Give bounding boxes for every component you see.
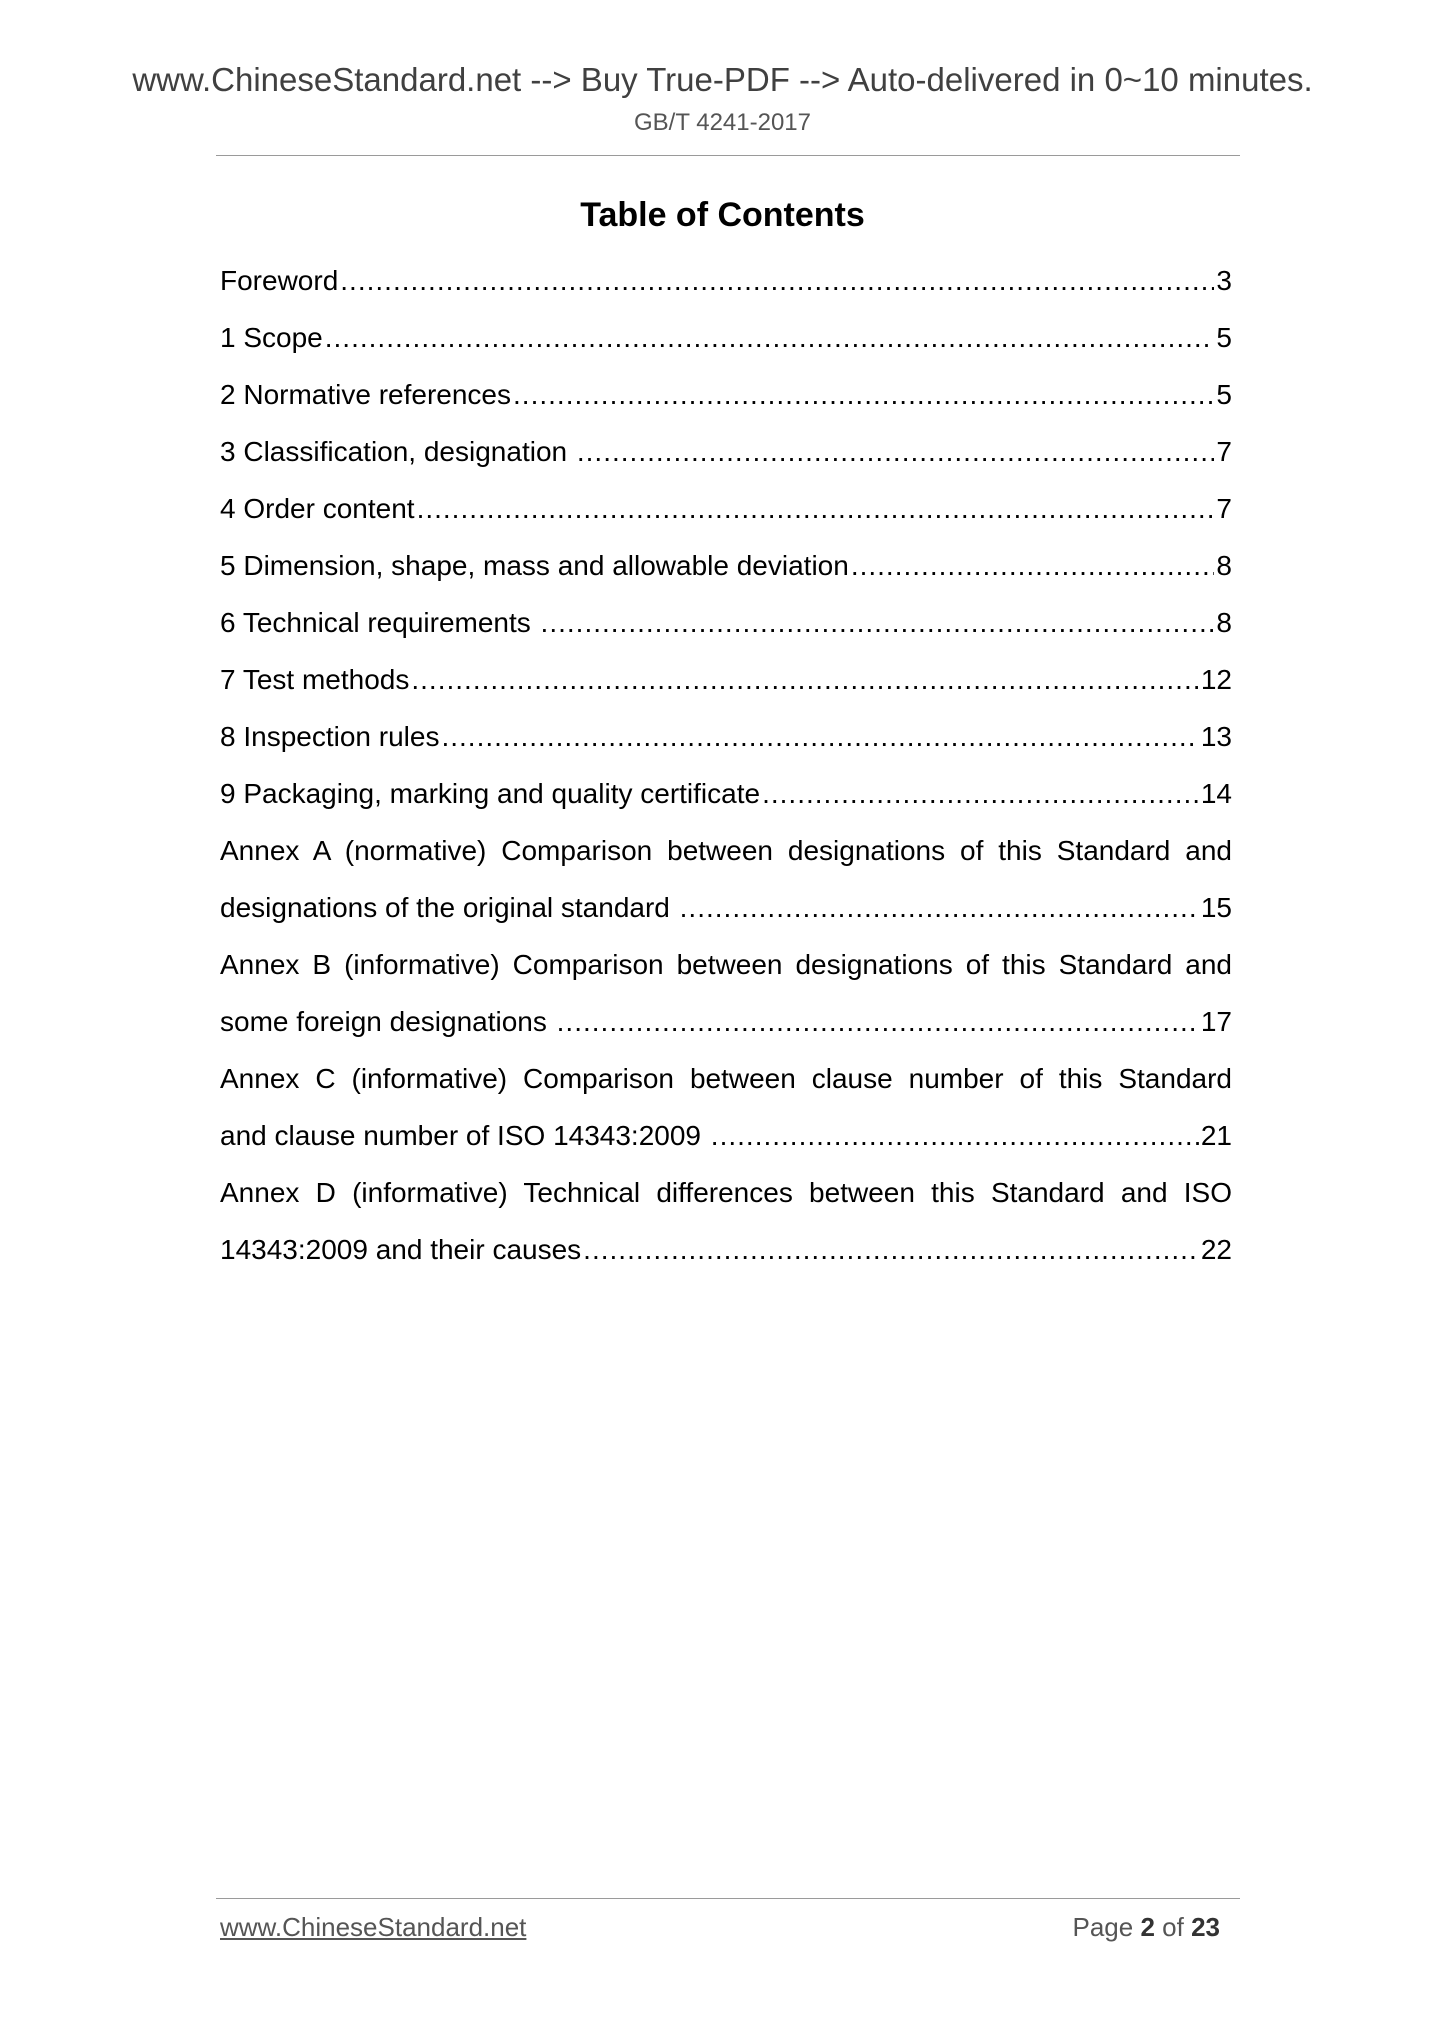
toc-entry-label: designations of the original standard [220, 892, 678, 923]
toc-entry-label: 1 Scope [220, 322, 323, 353]
toc-entry-technical-requirements[interactable] [220, 594, 1232, 651]
toc-entry-annex-d[interactable] [220, 1164, 1232, 1278]
current-page: 2 [1140, 1912, 1155, 1942]
dot-leader [340, 252, 1214, 309]
footer-divider [216, 1898, 1240, 1899]
standard-code: GB/T 4241-2017 [633, 109, 811, 136]
page-number [1072, 1912, 1220, 1943]
header-banner: www.ChineseStandard.net --> Buy True-PDF --> Auto-delivered in 0~10 minutes. [132, 61, 1313, 98]
total-pages: 23 [1191, 1912, 1220, 1942]
toc-entry-page: 7 [1216, 493, 1232, 524]
dot-leader [411, 651, 1198, 708]
dot-leader [557, 993, 1199, 1050]
toc-entry-page: 8 [1216, 550, 1232, 581]
toc-annex-line1: Annex D (informative) Technical differences between this Standard and ISO [220, 1177, 1232, 1208]
footer-website-link[interactable]: www.ChineseStandard.net [220, 1912, 527, 1942]
toc-entry-page: 12 [1200, 664, 1232, 695]
page-footer [220, 1912, 1220, 1952]
toc-entry-page: 5 [1216, 322, 1232, 353]
toc-entry-packaging[interactable] [220, 765, 1232, 822]
header-divider [216, 155, 1240, 156]
toc-entry-annex-b[interactable] [220, 936, 1232, 1050]
toc-entry-label: 6 Technical requirements [220, 607, 539, 638]
toc-entry-label: 2 Normative references [220, 379, 512, 410]
toc-entry-annex-a[interactable] [220, 822, 1232, 936]
toc-entry-label: Foreword [220, 265, 339, 296]
toc-annex-line1: Annex B (informative) Comparison between designations of this Standard and [220, 949, 1232, 980]
toc-entry-page: 17 [1200, 1006, 1232, 1037]
page-of-word: of [1162, 1912, 1184, 1942]
toc-entry-page: 14 [1200, 778, 1232, 809]
toc-entry-label: 3 Classification, designation [220, 436, 575, 467]
toc-entry-order-content[interactable] [220, 480, 1232, 537]
toc-entry-dimension[interactable] [220, 537, 1232, 594]
toc-entry-foreword[interactable] [220, 252, 1232, 309]
dot-leader [577, 423, 1215, 480]
toc-entry-classification[interactable] [220, 423, 1232, 480]
dot-leader [417, 480, 1215, 537]
toc-entry-page: 5 [1216, 379, 1232, 410]
toc-annex-line1: Annex A (normative) Comparison between designations of this Standard and [220, 835, 1232, 866]
toc-entry-page: 7 [1216, 436, 1232, 467]
toc-entry-label: 7 Test methods [220, 664, 410, 695]
toc-entry-label: 14343:2009 and their causes [220, 1234, 582, 1265]
toc-entry-page: 8 [1216, 607, 1232, 638]
toc-entry-page: 21 [1200, 1120, 1232, 1151]
dot-leader [541, 594, 1215, 651]
toc-entry-page: 22 [1200, 1234, 1232, 1265]
page-header [0, 58, 1445, 140]
toc-entry-label: 8 Inspection rules [220, 721, 440, 752]
dot-leader [711, 1107, 1199, 1164]
toc-entry-label: 4 Order content [220, 493, 415, 524]
dot-leader [680, 879, 1199, 936]
dot-leader [762, 765, 1199, 822]
toc-entry-label: 5 Dimension, shape, mass and allowable deviation [220, 550, 849, 581]
toc-entry-page: 15 [1200, 892, 1232, 923]
toc-entry-test-methods[interactable] [220, 651, 1232, 708]
dot-leader [325, 309, 1215, 366]
toc-entry-scope[interactable] [220, 309, 1232, 366]
toc-annex-line1: Annex C (informative) Comparison between clause number of this Standard [220, 1063, 1232, 1094]
toc-entry-label: some foreign designations [220, 1006, 555, 1037]
toc-entry-page: 3 [1216, 265, 1232, 296]
dot-leader [441, 708, 1198, 765]
page-word: Page [1072, 1912, 1134, 1942]
toc-entry-inspection-rules[interactable] [220, 708, 1232, 765]
dot-leader [851, 537, 1215, 594]
dot-leader [513, 366, 1214, 423]
table-of-contents [220, 252, 1232, 1278]
toc-title: Table of Contents [580, 196, 865, 234]
toc-entry-annex-c[interactable] [220, 1050, 1232, 1164]
toc-entry-page: 13 [1200, 721, 1232, 752]
toc-entry-label: and clause number of ISO 14343:2009 [220, 1120, 709, 1151]
dot-leader [583, 1221, 1199, 1278]
toc-entry-label: 9 Packaging, marking and quality certificate [220, 778, 761, 809]
toc-entry-normative-references[interactable] [220, 366, 1232, 423]
